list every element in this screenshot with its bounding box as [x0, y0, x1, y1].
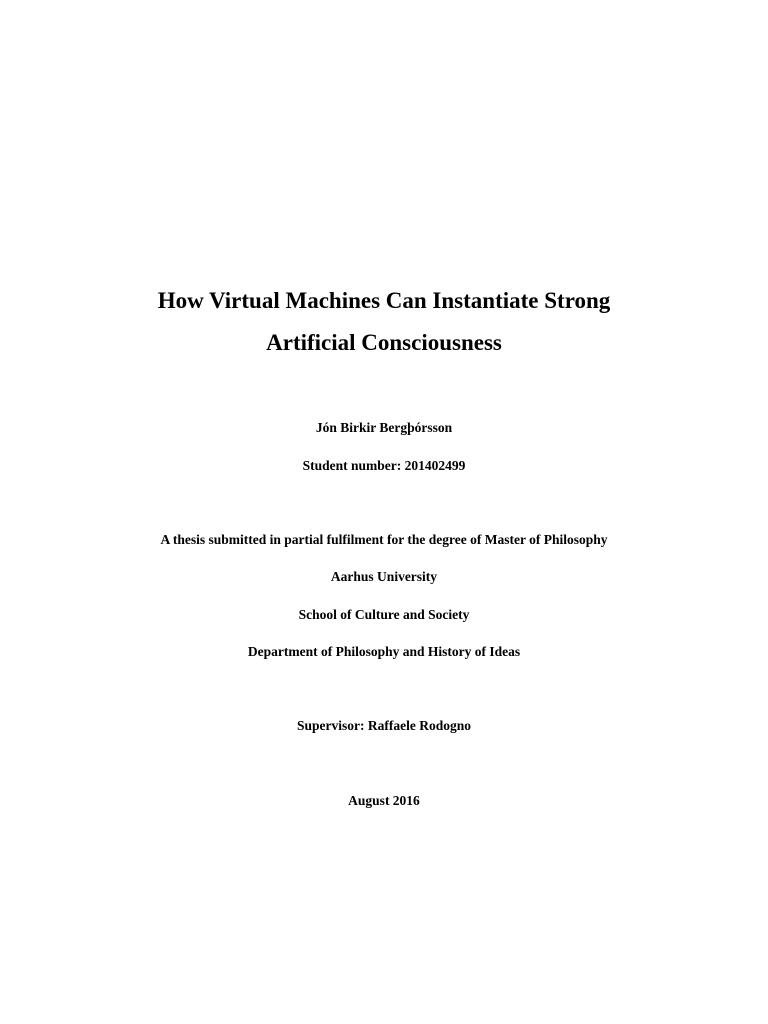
thesis-title-line-2: Artificial Consciousness — [266, 330, 502, 355]
student-number: Student number: 201402499 — [302, 458, 466, 473]
thesis-title-line-1: How Virtual Machines Can Instantiate Strong — [157, 288, 611, 313]
university-name: Aarhus University — [330, 569, 438, 584]
submission-date: August 2016 — [348, 793, 420, 808]
author-name: Jón Birkir Bergþórsson — [315, 420, 453, 435]
thesis-statement: A thesis submitted in partial fulfilment for the degree of Master of Philosophy — [160, 532, 608, 547]
supervisor: Supervisor: Raffaele Rodogno — [297, 718, 471, 733]
department-name: Department of Philosophy and History of Ideas — [247, 644, 521, 659]
school-name: School of Culture and Society — [298, 607, 470, 622]
